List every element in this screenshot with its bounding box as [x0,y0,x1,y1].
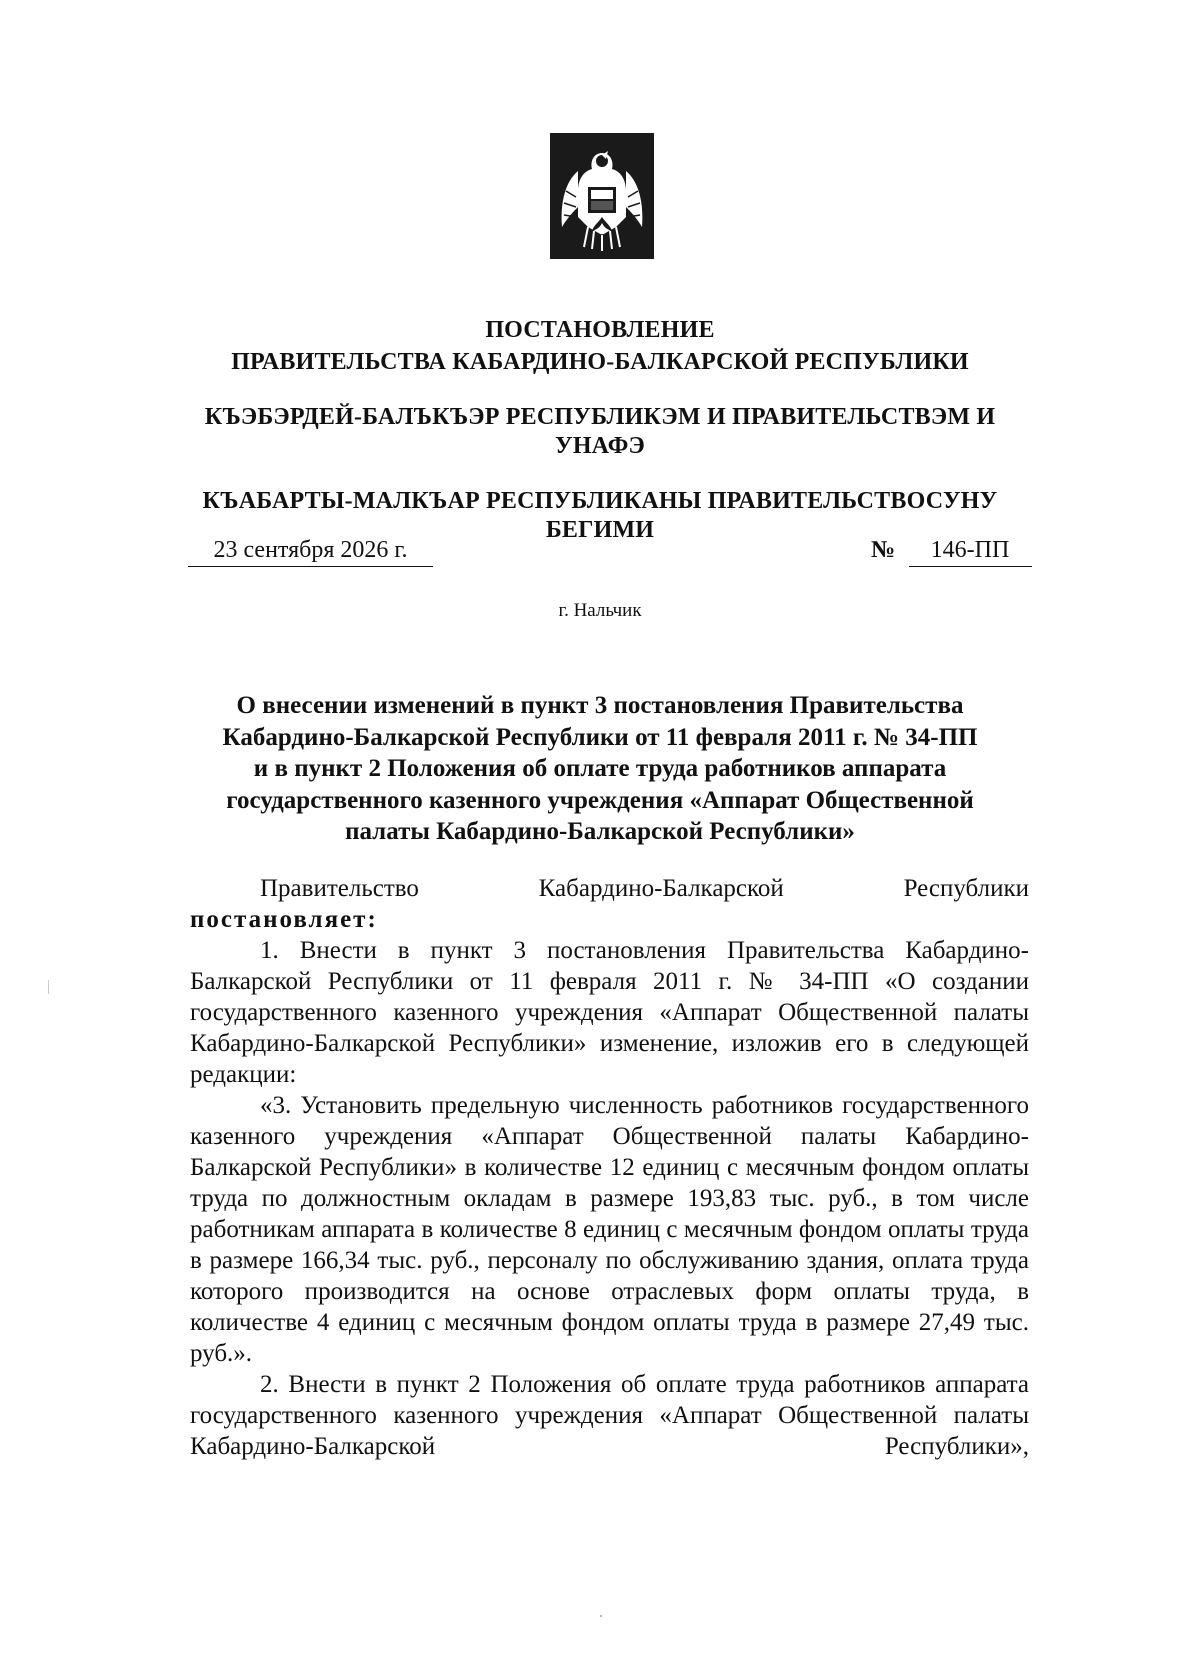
coat-of-arms-emblem [548,131,656,261]
document-number: 146-ПП [930,537,1010,563]
title-line: О внесении изменений в пункт 3 постановления Правительства [236,692,964,719]
document-date: 23 сентября 2026 г. [213,537,408,563]
title-line: Кабардино-Балкарской Республики от 11 февраля 2011 г. № 34-ПП [222,723,978,751]
kabardian-heading-line1: КЪЭБЭРДЕЙ-БАЛЪКЪЭР РЕСПУБЛИКЭМ И ПРАВИТЕЛЬСТВЭМ И [204,404,996,430]
title-line: палаты Кабардино-Балкарской Республики» [345,818,855,845]
document-body [190,873,1029,1462]
preamble-paragraph: Правительство Кабардино-Балкарской Республики [260,875,1029,902]
kabardian-heading-line2: УНАФЭ [555,433,645,459]
item-1-quote-paragraph: «3. Установить предельную численность работников государственного казенного учреждения «Аппарат Общественной палаты Кабардино-Балкарской Республики» в количестве 12 единиц с месячным фондом оплаты труда по должностным окладам в размере 193,83 тыс. руб., в том числе работникам аппарата в количестве 8 единиц с месячным фондом оплаты труда в размере 166,34 тыс. руб., персоналу по обслуживанию здания, оплата труда которого производится на основе отраслевых форм оплаты труда, в количестве 4 единиц с месячным фондом оплаты труда в размере 27,49 тыс. руб.». [190,1092,1029,1367]
balkar-heading-line2: БЕГИМИ [545,517,655,543]
doc-type-heading: ПОСТАНОВЛЕНИЕ [485,317,715,343]
title-line: государственного казенного учреждения «Аппарат Общественной [226,786,974,814]
resolves-paragraph [190,904,1029,935]
date-underline [188,566,433,567]
item-2-paragraph: 2. Внести в пункт 2 Положения об оплате труда работников аппарата государственного казенного учреждения «Аппарат Общественной палаты Кабардино-Балкарской Республики», [190,1371,1029,1460]
resolves-word: постановляет: [190,906,378,933]
government-heading: ПРАВИТЕЛЬСТВА КАБАРДИНО-БАЛКАРСКОЙ РЕСПУБЛИКИ [231,349,969,375]
number-underline [909,566,1032,567]
number-label: № [871,537,896,563]
scan-speck [600,1615,602,1617]
document-title [170,690,1030,848]
scan-speck [48,980,49,994]
balkar-heading-line1: КЪАБАРТЫ-МАЛКЪАР РЕСПУБЛИКАНЫ ПРАВИТЕЛЬСТВОСУНУ [202,488,998,514]
city-label: г. Нальчик [558,600,642,621]
item-1-paragraph: 1. Внести в пункт 3 постановления Правительства Кабардино-Балкарской Республики от 11 февраля 2011 г. № 34-ПП «О создании государственного казенного учреждения «Аппарат Общественной палаты Кабардино-Балкарской Республики» изменение, изложив его в следующей редакции: [190,937,1029,1088]
title-line: и в пункт 2 Положения об оплате труда работников аппарата [253,755,947,782]
